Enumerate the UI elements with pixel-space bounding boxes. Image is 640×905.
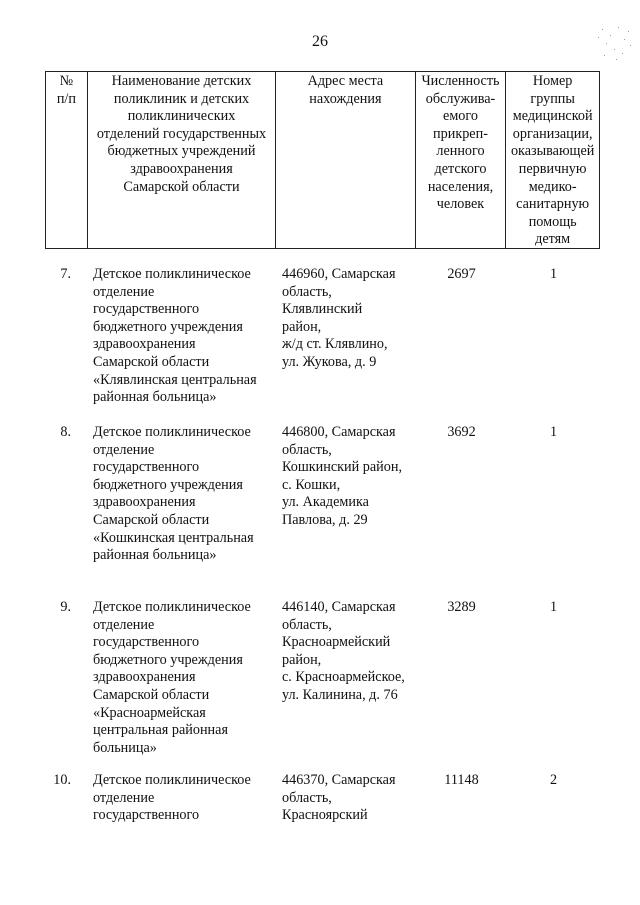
- group-number: 1: [549, 599, 558, 615]
- row-number: 8.: [60, 424, 71, 440]
- row-number: 9.: [60, 599, 71, 615]
- header-cell-group: Номер группы медицинской организации, оказывающей первичную медико- санитарную помощь детям: [510, 73, 595, 248]
- institution-address: 446370, Самарская область, Красноярский: [282, 772, 396, 824]
- group-number: 1: [549, 424, 558, 440]
- institution-address: 446960, Самарская область, Клявлинский район, ж/д ст. Клявлино, ул. Жукова, д. 9: [282, 266, 396, 370]
- institution-name: Детское поликлиническое отделение государственного бюджетного учреждения здравоохранения Самарской области «Кошкинская центральная районная больница»: [93, 424, 254, 564]
- institution-name: Детское поликлиническое отделение государственного бюджетного учреждения здравоохранения Самарской области «Красноармейская центральная районная больница»: [93, 599, 251, 756]
- row-number: 7.: [60, 266, 71, 282]
- table-header: [45, 71, 600, 249]
- header-cell-population: Численность обслужива- емого прикреп- ленного детского населения, человек: [416, 72, 507, 248]
- group-number: 2: [549, 772, 558, 788]
- page-number: 26: [312, 33, 328, 50]
- population-count: 3692: [447, 424, 476, 440]
- population-count: 3289: [447, 599, 476, 615]
- row-number: 10.: [53, 772, 71, 788]
- institution-name: Детское поликлиническое отделение государственного бюджетного учреждения здравоохранения Самарской области «Клявлинская центральная районная больница»: [93, 266, 257, 406]
- institution-address: 446800, Самарская область, Кошкинский район, с. Кошки, ул. Академика Павлова, д. 29: [282, 424, 402, 528]
- population-count: 2697: [447, 266, 476, 282]
- group-number: 1: [549, 266, 558, 282]
- institution-name: Детское поликлиническое отделение государственного: [93, 772, 251, 824]
- population-count: 11148: [444, 772, 479, 788]
- institution-address: 446140, Самарская область, Красноармейский район, с. Красноармейское, ул. Калинина, д. 76: [282, 599, 405, 703]
- header-cell-number: № п/п: [46, 72, 88, 248]
- header-cell-address: Адрес места нахождения: [276, 72, 416, 248]
- header-cell-name: Наименование детских поликлиник и детских поликлинических отделений государственных бюджетных учреждений здравоохранения Самарской области: [88, 72, 276, 248]
